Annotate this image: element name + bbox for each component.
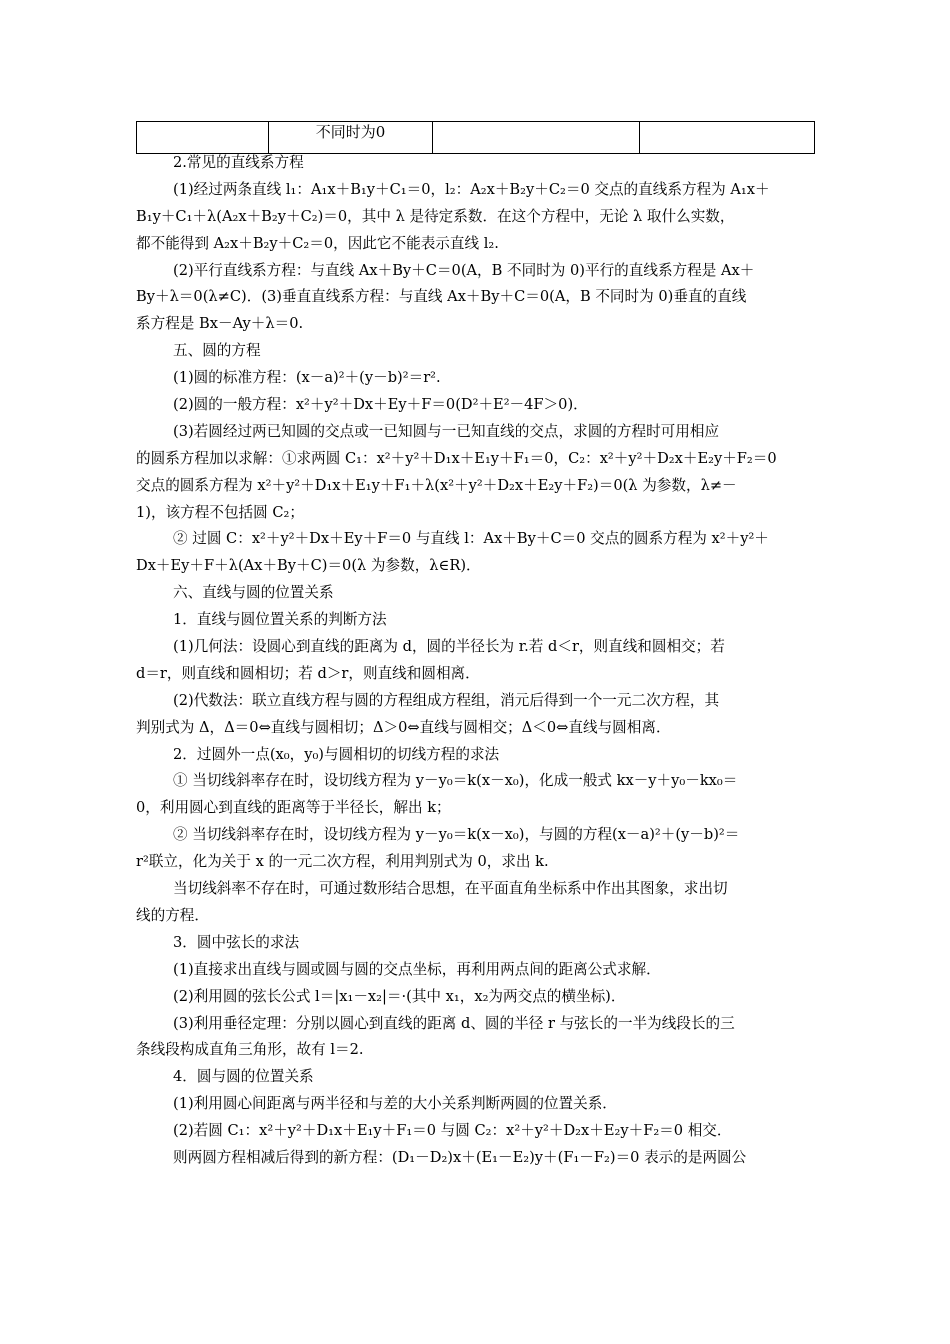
paragraph-line: (2)利用圆的弦长公式 l＝|x₁－x₂|＝·(其中 x₁，x₂为两交点的横坐标)． (173, 987, 626, 1005)
paragraph-line: (2)若圆 C₁：x²＋y²＋D₁x＋E₁y＋F₁＝0 与圆 C₂：x²＋y²＋D₂x＋E₂y＋F₂＝0 相交． (173, 1122, 732, 1140)
table-cell (640, 122, 815, 154)
paragraph-line: (1)圆的标准方程：(x－a)²＋(y－b)²＝r². (173, 369, 441, 387)
section-heading: 六、直线与圆的位置关系 (173, 584, 334, 602)
paragraph-line: (2)平行直线系方程：与直线 Ax＋By＋C＝0(A，B 不同时为 0)平行的直线系方程是 Ax＋ (173, 261, 755, 279)
paragraph-line: (1)利用圆心间距离与两半径和与差的大小关系判断两圆的位置关系． (173, 1095, 617, 1113)
paragraph-line: (1)直接求出直线与圆或圆与圆的交点坐标，再利用两点间的距离公式求解． (173, 960, 661, 978)
paragraph-line: d＝r，则直线和圆相切；若 d＞r，则直线和圆相离． (136, 664, 480, 682)
paragraph-line: (2)圆的一般方程：x²＋y²＋Dx＋Ey＋F＝0(D²＋E²－4F＞0)． (173, 396, 588, 414)
paragraph-line: (1)经过两条直线 l₁：A₁x＋B₁y＋C₁＝0，l₂：A₂x＋B₂y＋C₂＝0 交点的直线系方程为 A₁x＋ (173, 180, 770, 198)
subsection-heading: 4．圆与圆的位置关系 (173, 1068, 314, 1086)
paragraph-line: (3)利用垂径定理：分别以圆心到直线的距离 d、圆的半径 r 与弦长的一半为线段长的三 (173, 1014, 735, 1032)
table-cell (433, 122, 640, 154)
document-body (136, 150, 816, 1172)
paragraph-line: 都不能得到 A₂x＋B₂y＋C₂＝0，因此它不能表示直线 l₂. (136, 234, 499, 252)
paragraph-line: 条线段构成直角三角形，故有 l＝2. (136, 1041, 364, 1059)
table-cell: 不同时为0 (269, 122, 433, 154)
paragraph-line: ② 当切线斜率存在时，设切线方程为 y－y₀＝k(x－x₀)，与圆的方程(x－a)²＋(y－b)²＝ (173, 826, 740, 844)
paragraph-line: 1)，该方程不包括圆 C₂； (136, 503, 304, 521)
paragraph-line: (2)代数法：联立直线方程与圆的方程组成方程组，消元后得到一个一元二次方程，其 (173, 691, 720, 709)
paragraph-line: 判别式为 Δ，Δ＝0⇔直线与圆相切；Δ＞0⇔直线与圆相交；Δ＜0⇔直线与圆相离． (136, 718, 671, 736)
paragraph-line: 当切线斜率不存在时，可通过数形结合思想，在平面直角坐标系中作出其图象，求出切 (173, 880, 728, 898)
paragraph-line: 系方程是 Bx－Ay＋λ＝0. (136, 315, 304, 333)
paragraph-line: 0，利用圆心到直线的距离等于半径长，解出 k； (136, 799, 451, 817)
table-row (137, 122, 815, 154)
paragraph-line: 交点的圆系方程为 x²＋y²＋D₁x＋E₁y＋F₁＋λ(x²＋y²＋D₂x＋E₂y＋F₂)＝0(λ 为参数，λ≠－ (136, 476, 737, 494)
subsection-heading: 2.常见的直线系方程 (173, 154, 304, 171)
paragraph-line: 的圆系方程加以求解：①求两圆 C₁：x²＋y²＋D₁x＋E₁y＋F₁＝0，C₂：x²＋y²＋D₂x＋E₂y＋F₂＝0 (136, 449, 777, 467)
subsection-heading: 2．过圆外一点(x₀，y₀)与圆相切的切线方程的求法 (173, 745, 500, 763)
paragraph-line: B₁y＋C₁＋λ(A₂x＋B₂y＋C₂)＝0，其中 λ 是待定系数．在这个方程中，无论 λ 取什么实数， (136, 207, 735, 225)
paragraph-line: (3)若圆经过两已知圆的交点或一已知圆与一已知直线的交点，求圆的方程时可用相应 (173, 422, 720, 440)
subsection-heading: 3．圆中弦长的求法 (173, 933, 300, 951)
paragraph-line: By＋λ＝0(λ≠C)．(3)垂直直线系方程：与直线 Ax＋By＋C＝0(A，B 不同时为 0)垂直的直线 (136, 288, 747, 306)
subsection-heading: 1．直线与圆位置关系的判断方法 (173, 611, 387, 629)
table-cell (137, 122, 269, 154)
paragraph-line: (1)几何法：设圆心到直线的距离为 d，圆的半径长为 r.若 d＜r，则直线和圆相交；若 (173, 638, 725, 656)
paragraph-line: r²联立，化为关于 x 的一元二次方程，利用判别式为 0，求出 k. (136, 853, 549, 871)
paragraph-line: ② 过圆 C：x²＋y²＋Dx＋Ey＋F＝0 与直线 l：Ax＋By＋C＝0 交点的圆系方程为 x²＋y²＋ (173, 530, 769, 548)
paragraph-line: 则两圆方程相减后得到的新方程：(D₁－D₂)x＋(E₁－E₂)y＋(F₁－F₂)＝0 表示的是两圆公 (173, 1148, 747, 1166)
paragraph-line: 线的方程． (136, 906, 209, 924)
section-heading: 五、圆的方程 (173, 342, 261, 360)
paragraph-line: ① 当切线斜率存在时，设切线方程为 y－y₀＝k(x－x₀)，化成一般式 kx－y＋y₀－kx₀＝ (173, 772, 738, 790)
paragraph-line: Dx＋Ey＋F＋λ(Ax＋By＋C)＝0(λ 为参数，λ∈R)． (136, 557, 481, 575)
